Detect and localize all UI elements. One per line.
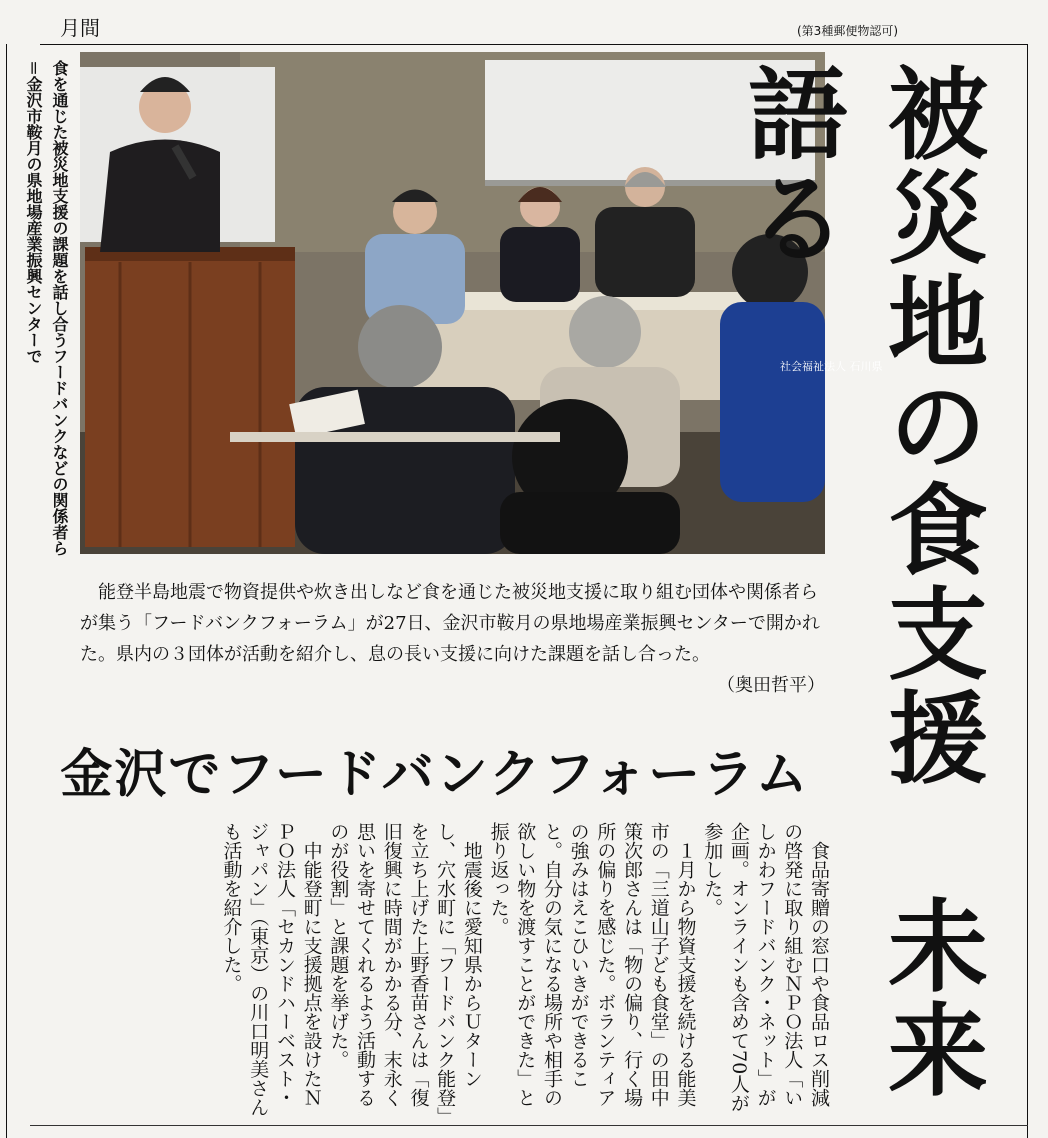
lead-text: 能登半島地震で物資提供や炊き出しなど食を通じた被災地支援に取り組む団体や関係者らが集う「フードバンクフォーラム」が27日、金沢市鞍月の県地場産業振興センターで開かれた。県内の３団体が活動を紹介し、息の長い支援に向けた課題を話し合った。	[80, 582, 820, 665]
paper-name: 月間	[60, 16, 100, 40]
footer-rule	[30, 1125, 1028, 1126]
left-border-rule	[6, 44, 7, 1138]
body-paragraph: 中能登町に支援拠点を設けたＮＰＯ法人「セカンドハーベスト・ジャパン」（東京）の川口明美さんも活動を紹介した。	[220, 822, 323, 1117]
lead-paragraph	[80, 577, 825, 707]
photo-sign-text: 社会福祉法人 石川県	[780, 360, 883, 373]
article-photo	[80, 52, 883, 554]
header-rule	[40, 44, 1028, 45]
body-paragraph: 地震後に愛知県からＵターンし、穴水町に「フードバンク能登」を立ち上げた上野香苗さんは「復旧復興に時間がかかる分、末永く思いを寄せてくれるよう活動するのが役割」と課題を挙げた。	[327, 822, 483, 1117]
body-paragraph: １月から物資支援を続ける能美市の「三道山子ども食堂」の田中策次郎さんは「物の偏り、行く場所の偏りを感じた。ボランティアの強みはえこひいきができること。自分の気になる場所や相手の欲しい物を渡すことができた」と振り返った。	[487, 822, 697, 1107]
right-border-rule	[1027, 44, 1028, 1138]
body-paragraph: 食品寄贈の窓口や食品ロス削減の啓発に取り組むＮＰＯ法人「いしかわフードバンク・ネット」が企画。オンラインも含めて70人が参加した。	[701, 822, 830, 1113]
byline: （奥田哲平）	[717, 675, 825, 696]
forum-scene-photo	[80, 52, 883, 554]
postal-permit: (第3種郵便物認可)	[797, 24, 898, 38]
subheadline: 金沢でフードバンクフォーラム	[60, 745, 810, 805]
main-headline: 被災地の食支援 未来語る	[731, 62, 989, 1102]
photo-caption: 食を通じた被災地支援の課題を話し合うフードバンクなどの関係者ら＝金沢市鞍月の県地場産業振興センターで	[24, 60, 69, 556]
article-body	[22, 822, 832, 1122]
